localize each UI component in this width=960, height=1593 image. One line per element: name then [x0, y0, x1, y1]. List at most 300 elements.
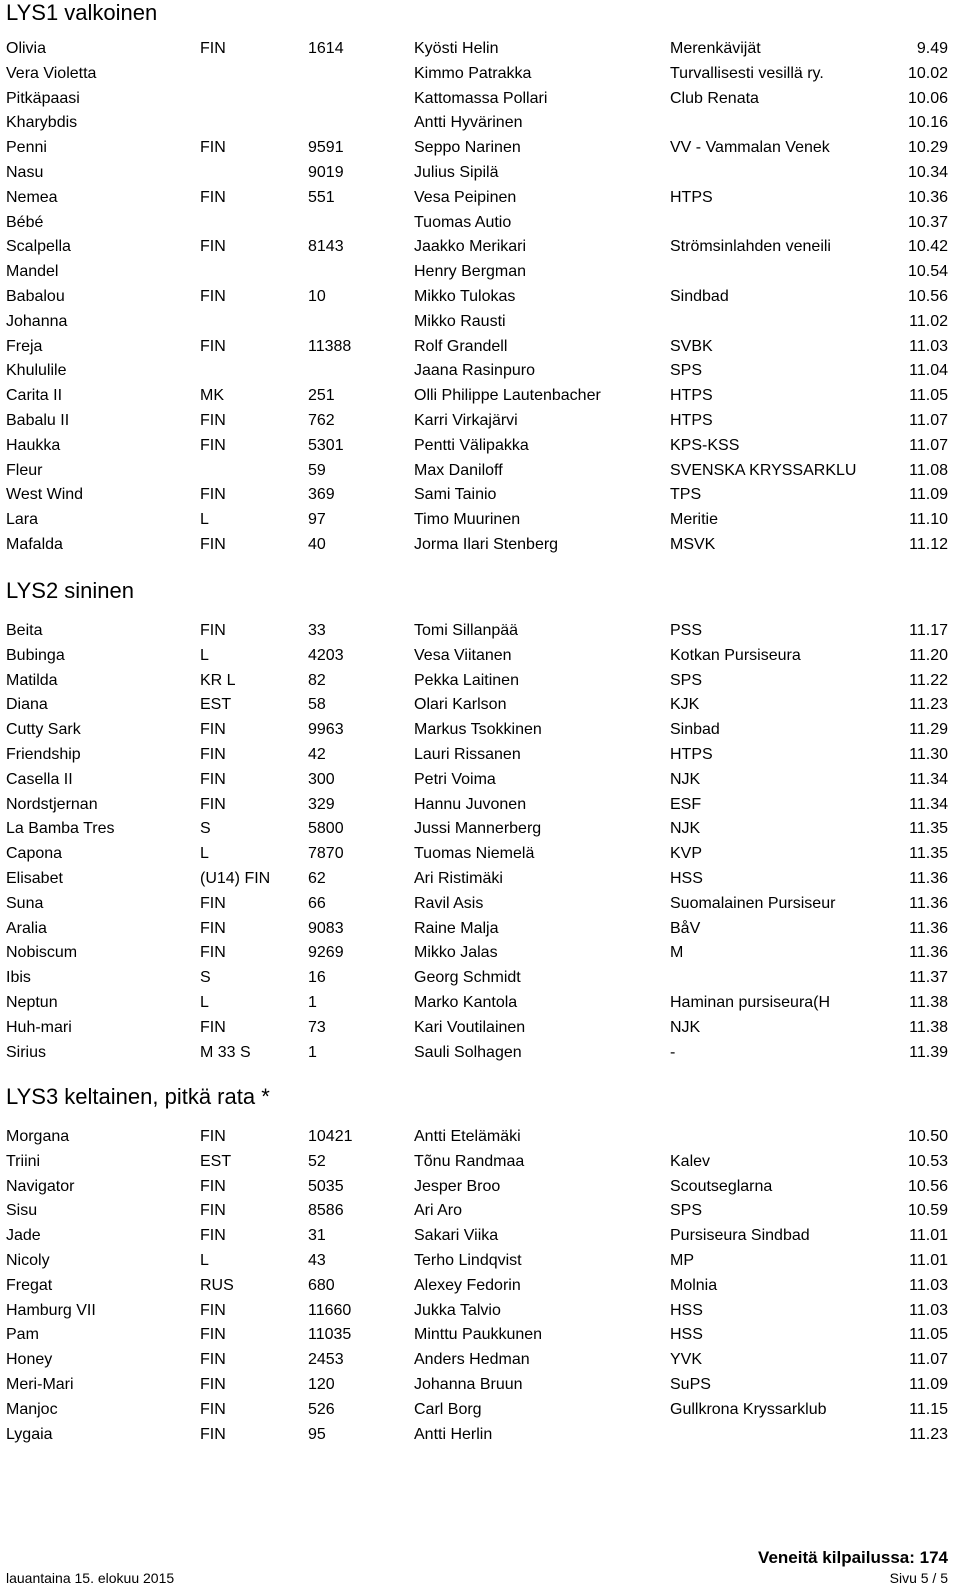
skipper-cell: Ari Ristimäki — [414, 870, 503, 887]
club-cell: Kotkan Pursiseura — [670, 646, 801, 664]
start-time-cell: 11.09 — [909, 486, 948, 504]
skipper-cell: Mikko Jalas — [414, 944, 498, 962]
start-time-cell: 11.22 — [909, 671, 948, 689]
table-row — [0, 1174, 960, 1199]
boat-name-cell: Nordstjernan — [6, 795, 98, 813]
sail-number-cell: 11660 — [308, 1301, 352, 1319]
start-time-cell: 11.04 — [909, 362, 948, 380]
boat-name-cell: Hamburg VII — [6, 1301, 96, 1319]
boat-name-cell: Nemea — [6, 188, 58, 206]
start-time-cell: 11.17 — [909, 622, 948, 639]
sail-number-cell: 8586 — [308, 1202, 344, 1220]
start-time-cell: 10.06 — [907, 89, 948, 107]
boat-name-cell: Capona — [6, 845, 63, 863]
table-row — [0, 433, 960, 458]
skipper-cell: Johanna Bruun — [414, 1376, 523, 1393]
club-cell: Club Renata — [670, 89, 759, 107]
club-cell: Sinbad — [670, 721, 720, 739]
club-cell: HTPS — [670, 746, 713, 763]
club-cell: M — [670, 944, 684, 962]
start-time-cell: 11.07 — [909, 412, 948, 429]
sail-number-cell: 1614 — [308, 40, 344, 57]
start-time-cell: 10.37 — [907, 213, 948, 231]
club-cell: SuPS — [670, 1376, 711, 1393]
skipper-cell: Jussi Mannerberg — [414, 820, 542, 838]
boat-name-cell: Bubinga — [6, 646, 65, 664]
start-time-cell: 10.36 — [907, 188, 948, 206]
nationality-cell: FIN — [200, 536, 226, 553]
boat-name-cell: Matilda — [6, 671, 58, 689]
table-row — [0, 1248, 960, 1273]
start-time-cell: 11.01 — [909, 1227, 948, 1245]
nationality-cell: FIN — [200, 944, 226, 962]
start-time-cell: 11.35 — [909, 845, 948, 863]
skipper-cell: Mikko Tulokas — [414, 288, 516, 305]
boat-name-cell: Fregat — [6, 1276, 53, 1294]
nationality-cell: FIN — [200, 1018, 226, 1036]
club-cell: HTPS — [670, 188, 713, 206]
table-row — [0, 507, 960, 532]
nationality-cell: RUS — [200, 1276, 234, 1294]
sail-number-cell: 7870 — [308, 845, 344, 863]
boat-name-cell: Morgana — [6, 1128, 70, 1145]
table-row — [0, 1040, 960, 1065]
sail-number-cell: 680 — [308, 1276, 335, 1294]
table-row — [0, 841, 960, 866]
nationality-cell: FIN — [200, 1351, 226, 1369]
sail-number-cell: 58 — [308, 696, 326, 714]
sail-number-cell: 251 — [308, 387, 335, 405]
nationality-cell: FIN — [200, 919, 226, 937]
boat-name-cell: Nasu — [6, 164, 44, 181]
table-row — [0, 792, 960, 817]
boat-name-cell: Neptun — [6, 994, 58, 1011]
club-cell: SVENSKA KRYSSARKLU — [670, 461, 857, 479]
club-cell: Scoutseglarna — [670, 1177, 773, 1195]
boat-name-cell: Meri-Mari — [6, 1376, 74, 1393]
boat-name-cell: Friendship — [6, 746, 81, 763]
club-cell: KPS-KSS — [670, 436, 740, 454]
sail-number-cell: 5035 — [308, 1177, 344, 1195]
table-row — [0, 742, 960, 767]
start-time-cell: 11.03 — [909, 1276, 948, 1294]
boat-name-cell: Mandel — [6, 263, 59, 281]
nationality-cell: FIN — [200, 238, 226, 256]
club-cell: Merenkävijät — [670, 40, 761, 57]
table-row — [0, 1198, 960, 1223]
skipper-cell: Tuomas Autio — [414, 213, 512, 231]
nationality-cell: S — [200, 969, 211, 987]
skipper-cell: Vesa Peipinen — [414, 188, 517, 206]
boat-name-cell: La Bamba Tres — [6, 820, 115, 838]
skipper-cell: Lauri Rissanen — [414, 746, 521, 763]
club-cell: HSS — [670, 870, 703, 887]
sail-number-cell: 1 — [308, 994, 317, 1011]
table-row — [0, 643, 960, 668]
club-cell: NJK — [670, 820, 701, 838]
skipper-cell: Timo Muurinen — [414, 511, 521, 529]
club-cell: MP — [670, 1252, 694, 1269]
table-row — [0, 916, 960, 941]
skipper-cell: Tomi Sillanpää — [414, 622, 519, 639]
boat-name-cell: Nicoly — [6, 1252, 50, 1269]
boat-name-cell: Mafalda — [6, 536, 63, 553]
nationality-cell: EST — [200, 696, 232, 714]
table-row — [0, 1273, 960, 1298]
boat-name-cell: Elisabet — [6, 870, 63, 887]
club-cell: KJK — [670, 696, 700, 714]
skipper-cell: Markus Tsokkinen — [414, 721, 542, 739]
start-time-cell: 11.07 — [909, 436, 948, 454]
club-cell: - — [670, 1043, 676, 1061]
skipper-cell: Pekka Laitinen — [414, 671, 519, 689]
boat-name-cell: Johanna — [6, 312, 68, 330]
start-time-cell: 11.36 — [909, 894, 948, 912]
sail-number-cell: 95 — [308, 1425, 326, 1443]
sail-number-cell: 2453 — [308, 1351, 344, 1369]
nationality-cell: FIN — [200, 1128, 226, 1145]
nationality-cell: L — [200, 845, 209, 863]
club-cell: YVK — [670, 1351, 703, 1369]
sail-number-cell: 42 — [308, 746, 326, 763]
table-row — [0, 816, 960, 841]
section-heading: LYS2 sininen — [6, 578, 135, 603]
club-cell: HTPS — [670, 387, 713, 405]
boat-count-total: Veneitä kilpailussa: 174 — [758, 1548, 948, 1567]
boat-name-cell: Sisu — [6, 1202, 38, 1220]
start-time-cell: 11.10 — [909, 511, 948, 529]
table-row — [0, 185, 960, 210]
sail-number-cell: 369 — [308, 486, 335, 504]
skipper-cell: Ari Aro — [414, 1202, 463, 1220]
club-cell: MSVK — [670, 536, 716, 553]
start-time-cell: 11.23 — [909, 696, 948, 714]
sail-number-cell: 5301 — [308, 436, 344, 454]
nationality-cell: FIN — [200, 288, 226, 305]
boat-name-cell: Ibis — [6, 969, 31, 987]
start-time-cell: 10.34 — [907, 164, 948, 181]
boat-name-cell: Honey — [6, 1351, 53, 1369]
start-time-cell: 11.38 — [909, 1018, 948, 1036]
sail-number-cell: 9591 — [308, 139, 344, 157]
sail-number-cell: 62 — [308, 870, 326, 887]
start-time-cell: 11.37 — [909, 969, 948, 987]
start-time-cell: 11.02 — [909, 312, 948, 330]
nationality-cell: L — [200, 511, 209, 529]
skipper-cell: Sakari Viika — [414, 1227, 499, 1245]
nationality-cell: FIN — [200, 1400, 226, 1418]
skipper-cell: Anders Hedman — [414, 1351, 530, 1369]
skipper-cell: Marko Kantola — [414, 994, 518, 1011]
footer-date: lauantaina 15. elokuu 2015 — [6, 1570, 175, 1586]
skipper-cell: Seppo Narinen — [414, 139, 521, 157]
table-row — [0, 1372, 960, 1397]
nationality-cell: FIN — [200, 1376, 226, 1393]
club-cell: SPS — [670, 671, 703, 689]
table-row — [0, 717, 960, 742]
sail-number-cell: 9083 — [308, 919, 344, 937]
nationality-cell: FIN — [200, 1425, 226, 1443]
boat-name-cell: Haukka — [6, 436, 61, 454]
table-row — [0, 309, 960, 334]
start-time-cell: 11.08 — [909, 461, 948, 479]
boat-name-cell: Penni — [6, 139, 47, 157]
skipper-cell: Tõnu Randmaa — [414, 1152, 525, 1170]
start-time-cell: 11.34 — [909, 770, 948, 788]
start-time-cell: 11.35 — [909, 820, 948, 838]
skipper-cell: Petri Voima — [414, 770, 496, 788]
skipper-cell: Alexey Fedorin — [414, 1276, 521, 1294]
nationality-cell: FIN — [200, 139, 226, 157]
start-time-cell: 10.56 — [907, 1177, 948, 1195]
nationality-cell: M 33 S — [200, 1043, 251, 1061]
boat-name-cell: Fleur — [6, 461, 43, 479]
skipper-cell: Ravil Asis — [414, 894, 484, 912]
sail-number-cell: 5800 — [308, 820, 344, 838]
table-row — [0, 866, 960, 891]
table-row — [0, 1223, 960, 1248]
sail-number-cell: 31 — [308, 1227, 326, 1245]
nationality-cell: FIN — [200, 1202, 226, 1220]
boat-name-cell: Freja — [6, 337, 43, 355]
skipper-cell: Tuomas Niemelä — [414, 845, 535, 863]
boat-name-cell: Pam — [6, 1326, 39, 1344]
boat-name-cell: Vera Violetta — [6, 64, 97, 82]
sail-number-cell: 762 — [308, 412, 335, 429]
sail-number-cell: 11388 — [308, 337, 352, 355]
sail-number-cell: 43 — [308, 1252, 326, 1269]
sail-number-cell: 9269 — [308, 944, 344, 962]
nationality-cell: FIN — [200, 721, 226, 739]
skipper-cell: Olli Philippe Lautenbacher — [414, 387, 601, 405]
nationality-cell: FIN — [200, 746, 226, 763]
boat-name-cell: West Wind — [6, 486, 84, 504]
boat-name-cell: Beita — [6, 622, 43, 639]
club-cell: NJK — [670, 770, 701, 788]
boat-name-cell: Pitkäpaasi — [6, 89, 80, 107]
start-time-cell: 11.20 — [909, 646, 948, 664]
start-time-cell: 11.38 — [909, 994, 948, 1011]
table-row — [0, 990, 960, 1015]
start-time-cell: 10.16 — [907, 114, 948, 132]
start-time-cell: 10.29 — [907, 139, 948, 157]
nationality-cell: FIN — [200, 436, 226, 454]
table-row — [0, 532, 960, 557]
sail-number-cell: 33 — [308, 622, 326, 639]
sail-number-cell: 526 — [308, 1400, 335, 1418]
sail-number-cell: 10 — [308, 288, 326, 305]
start-time-cell: 11.23 — [909, 1425, 948, 1443]
boat-name-cell: Jade — [6, 1227, 41, 1245]
boat-name-cell: Scalpella — [6, 238, 71, 256]
club-cell: KVP — [670, 845, 703, 863]
sail-number-cell: 52 — [308, 1152, 326, 1170]
table-row — [0, 1298, 960, 1323]
table-row — [0, 1149, 960, 1174]
boat-name-cell: Kharybdis — [6, 114, 78, 132]
sail-number-cell: 4203 — [308, 646, 344, 664]
nationality-cell: EST — [200, 1152, 232, 1170]
boat-name-cell: Casella II — [6, 770, 73, 788]
skipper-cell: Mikko Rausti — [414, 312, 506, 330]
club-cell: PSS — [670, 622, 703, 639]
skipper-cell: Carl Borg — [414, 1400, 482, 1418]
skipper-cell: Max Daniloff — [414, 461, 503, 479]
start-time-cell: 11.05 — [909, 1326, 948, 1344]
sail-number-cell: 73 — [308, 1018, 326, 1036]
start-time-cell: 10.59 — [907, 1202, 948, 1220]
start-time-cell: 11.03 — [909, 337, 948, 355]
skipper-cell: Sauli Solhagen — [414, 1043, 522, 1061]
skipper-cell: Kyösti Helin — [414, 40, 499, 57]
start-time-cell: 11.34 — [909, 795, 948, 813]
start-time-cell: 11.36 — [909, 919, 948, 937]
club-cell: Haminan pursiseura(H — [670, 994, 831, 1011]
skipper-cell: Sami Tainio — [414, 486, 497, 504]
skipper-cell: Kimmo Patrakka — [414, 64, 532, 82]
table-row — [0, 940, 960, 965]
club-cell: Strömsinlahden veneili — [670, 238, 831, 256]
boat-name-cell: Manjoc — [6, 1400, 58, 1418]
start-time-cell: 11.36 — [909, 870, 948, 887]
table-row — [0, 1015, 960, 1040]
start-time-cell: 11.05 — [909, 387, 948, 405]
boat-name-cell: Babalou — [6, 288, 65, 305]
skipper-cell: Olari Karlson — [414, 696, 507, 714]
start-time-cell: 11.36 — [909, 944, 948, 962]
table-row — [0, 61, 960, 86]
table-row — [0, 36, 960, 61]
club-cell: Gullkrona Kryssarklub — [670, 1400, 827, 1418]
club-cell: NJK — [670, 1018, 701, 1036]
table-row — [0, 334, 960, 359]
start-time-cell: 11.12 — [909, 536, 948, 553]
table-row — [0, 284, 960, 309]
skipper-cell: Kari Voutilainen — [414, 1018, 526, 1036]
start-time-cell: 11.01 — [909, 1252, 948, 1269]
nationality-cell: FIN — [200, 1227, 226, 1245]
boat-name-cell: Suna — [6, 894, 44, 912]
nationality-cell: FIN — [200, 1177, 226, 1195]
table-row — [0, 110, 960, 135]
club-cell: SVBK — [670, 337, 713, 355]
start-time-cell: 11.09 — [909, 1376, 948, 1393]
skipper-cell: Henry Bergman — [414, 263, 527, 281]
sail-number-cell: 10421 — [308, 1128, 353, 1145]
sail-number-cell: 9019 — [308, 164, 344, 181]
table-row — [0, 1422, 960, 1447]
skipper-cell: Karri Virkajärvi — [414, 412, 518, 429]
sail-number-cell: 59 — [308, 461, 326, 479]
boat-name-cell: Triini — [6, 1152, 41, 1170]
nationality-cell: FIN — [200, 188, 226, 206]
nationality-cell: FIN — [200, 770, 226, 788]
skipper-cell: Minttu Paukkunen — [414, 1326, 543, 1344]
skipper-cell: Kattomassa Pollari — [414, 89, 548, 107]
table-row — [0, 767, 960, 792]
start-time-cell: 9.49 — [916, 40, 948, 57]
boat-name-cell: Navigator — [6, 1177, 75, 1195]
boat-name-cell: Bébé — [6, 213, 44, 231]
table-row — [0, 692, 960, 717]
skipper-cell: Terho Lindqvist — [414, 1252, 522, 1269]
nationality-cell: L — [200, 994, 209, 1011]
table-row — [0, 135, 960, 160]
skipper-cell: Antti Herlin — [414, 1425, 493, 1443]
club-cell: Suomalainen Pursiseur — [670, 894, 836, 912]
sail-number-cell: 40 — [308, 536, 326, 553]
sail-number-cell: 300 — [308, 770, 335, 788]
start-time-cell: 11.07 — [909, 1351, 948, 1369]
sail-number-cell: 1 — [308, 1043, 317, 1061]
boat-name-cell: Aralia — [6, 919, 47, 937]
sail-number-cell: 82 — [308, 671, 326, 689]
skipper-cell: Jaana Rasinpuro — [414, 362, 535, 380]
skipper-cell: Jaakko Merikari — [414, 238, 527, 256]
start-time-cell: 10.56 — [907, 288, 948, 305]
boat-name-cell: Carita II — [6, 387, 63, 405]
start-time-cell: 10.02 — [907, 64, 948, 82]
nationality-cell: KR L — [200, 671, 236, 689]
club-cell: VV - Vammalan Venek — [670, 139, 830, 157]
sail-number-cell: 9963 — [308, 721, 344, 739]
table-row — [0, 210, 960, 235]
nationality-cell: FIN — [200, 622, 226, 639]
table-row — [0, 965, 960, 990]
skipper-cell: Hannu Juvonen — [414, 795, 527, 813]
table-row — [0, 234, 960, 259]
nationality-cell: FIN — [200, 795, 226, 813]
boat-name-cell: Lara — [6, 511, 39, 529]
club-cell: HSS — [670, 1301, 703, 1319]
club-cell: Molnia — [670, 1276, 718, 1294]
skipper-cell: Jesper Broo — [414, 1177, 501, 1195]
boat-name-cell: Lygaia — [6, 1425, 53, 1443]
club-cell: TPS — [670, 486, 702, 504]
skipper-cell: Raine Malja — [414, 919, 499, 937]
sail-number-cell: 8143 — [308, 238, 344, 256]
table-row — [0, 1124, 960, 1149]
skipper-cell: Antti Etelämäki — [414, 1128, 521, 1145]
table-row — [0, 458, 960, 483]
skipper-cell: Georg Schmidt — [414, 969, 521, 987]
table-row — [0, 358, 960, 383]
sail-number-cell: 66 — [308, 894, 326, 912]
start-time-cell: 11.30 — [909, 746, 948, 763]
table-row — [0, 408, 960, 433]
skipper-cell: Rolf Grandell — [414, 337, 508, 355]
nationality-cell: (U14) FIN — [200, 870, 271, 887]
club-cell: SPS — [670, 362, 703, 380]
skipper-cell: Vesa Viitanen — [414, 646, 512, 664]
club-cell: ESF — [670, 795, 702, 813]
skipper-cell: Jorma Ilari Stenberg — [414, 536, 559, 553]
table-row — [0, 259, 960, 284]
boat-name-cell: Babalu II — [6, 412, 70, 429]
skipper-cell: Julius Sipilä — [414, 164, 499, 181]
skipper-cell: Jukka Talvio — [414, 1301, 501, 1319]
club-cell: Turvallisesti vesillä ry. — [670, 64, 824, 82]
boat-name-cell: Olivia — [6, 40, 47, 57]
table-row — [0, 383, 960, 408]
nationality-cell: FIN — [200, 412, 226, 429]
skipper-cell: Pentti Välipakka — [414, 436, 529, 454]
sail-number-cell: 120 — [308, 1376, 335, 1393]
sail-number-cell: 11035 — [308, 1326, 352, 1344]
start-time-cell: 11.29 — [909, 721, 948, 739]
club-cell: Meritie — [670, 511, 719, 529]
nationality-cell: L — [200, 646, 209, 664]
